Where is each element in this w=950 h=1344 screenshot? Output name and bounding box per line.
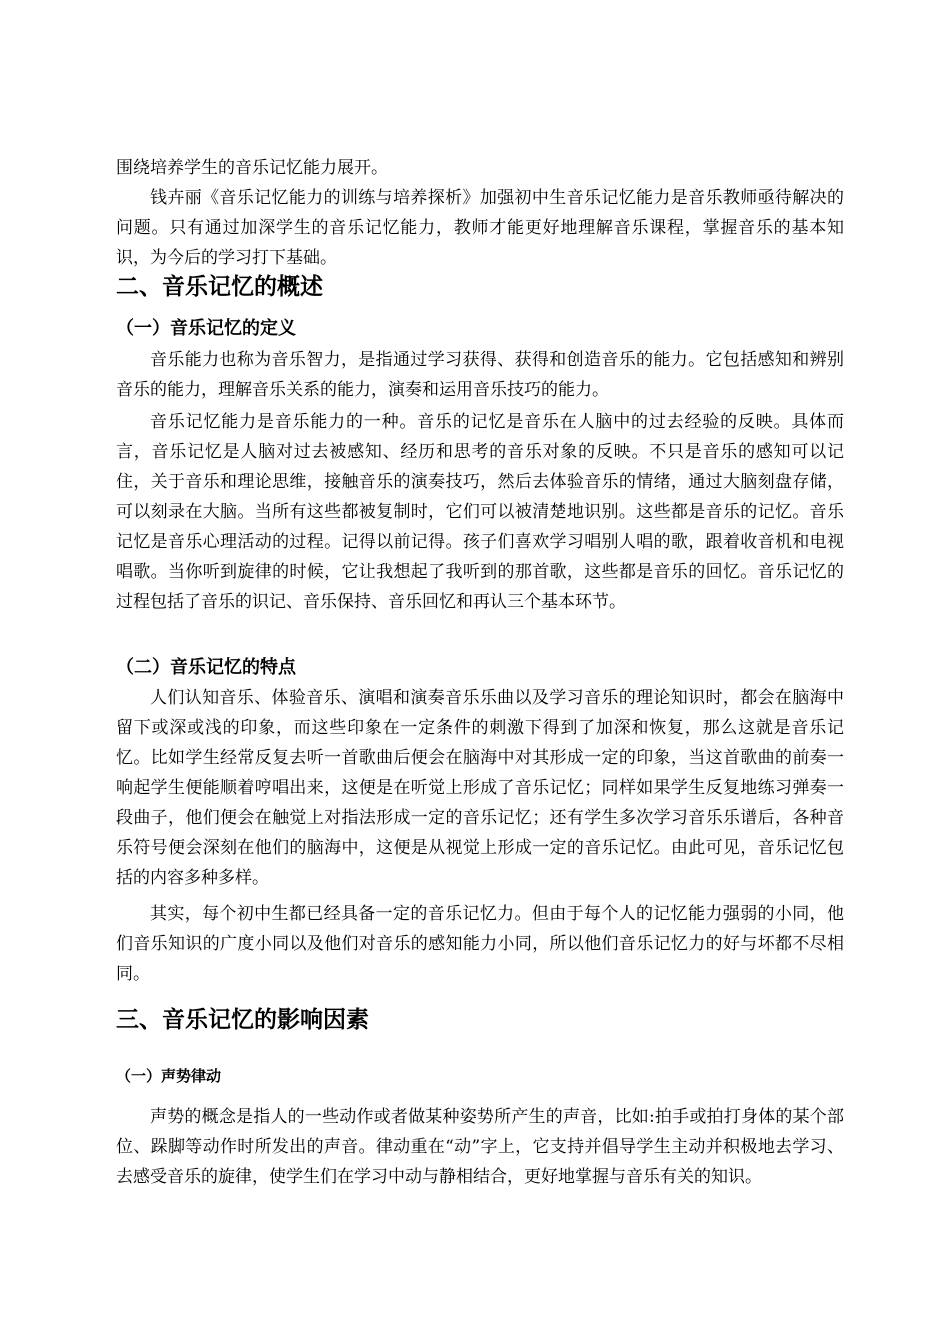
paragraph-characteristics-1: 人们认知音乐、体验音乐、演唱和演奏音乐乐曲以及学习音乐的理论知识时，都会在脑海中留下或深或浅的印象，而这些印象在一定条件的刺激下得到了加深和恢复，那么这就是音乐记忆。比如学生经常反复去听一首歌曲后便会在脑海中对其形成一定的印象，当这首歌曲的前奏一响起学生便能顺着哼唱出来，这便是在听觉上形成了音乐记忆；同样如果学生反复地练习弹奏一段曲子，他们便会在触觉上对指法形成一定的音乐记忆；还有学生多次学习音乐乐谱后，各种音乐符号便会深刻在他们的脑海中，这便是从视觉上形成一定的音乐记忆。由此可见，音乐记忆包括的内容多种多样。 [116, 688, 844, 888]
paragraph-definition-1: 音乐能力也称为音乐智力，是指通过学习获得、获得和创造音乐的能力。它包括感知和辨别音乐的能力，理解音乐关系的能力，演奏和运用音乐技巧的能力。 [116, 350, 844, 400]
paragraph-intro-reference: 钱卉丽《音乐记忆能力的训练与培养探析》加强初中生音乐记忆能力是音乐教师亟待解决的问题。只有通过加深学生的音乐记忆能力，教师才能更好地理解音乐课程，掌握音乐的基本知识，为今后的学习打下基础。 [116, 188, 844, 268]
paragraph-body-rhythm-1: 声势的概念是指人的一些动作或者做某种姿势所产生的声音，比如:拍手或拍打身体的某个部位、跺脚等动作时所发出的声音。律动重在“动”字上，它支持并倡导学生主动并积极地去学习、去感受音乐的旋律，使学生们在学习中动与静相结合，更好地掌握与音乐有关的知识。 [116, 1107, 844, 1187]
section-heading-overview: 二、音乐记忆的概述 [116, 274, 323, 300]
subsection-heading-body-rhythm: （一）声势律动 [116, 1067, 222, 1085]
paragraph-definition-2: 音乐记忆能力是音乐能力的一种。音乐的记忆是音乐在人脑中的过去经验的反映。具体而言，音乐记忆是人脑对过去被感知、经历和思考的音乐对象的反映。不只是音乐的感知可以记住，关于音乐和理论思维，接触音乐的演奏技巧，然后去体验音乐的情绪，通过大脑刻盘存储，可以刻录在大脑。当所有这些都被复制时，它们可以被清楚地识别。这些都是音乐的记忆。音乐记忆是音乐心理活动的过程。记得以前记得。孩子们喜欢学习唱别人唱的歌，跟着收音机和电视唱歌。当你听到旋律的时候，它让我想起了我听到的那首歌，这些都是音乐的回忆。音乐记忆的过程包括了音乐的识记、音乐保持、音乐回忆和再认三个基本环节。 [116, 412, 844, 612]
paragraph-characteristics-2: 其实，每个初中生都已经具备一定的音乐记忆力。但由于每个人的记忆能力强弱的小同，他们音乐知识的广度小同以及他们对音乐的感知能力小同，所以他们音乐记忆力的好与坏都不尽相同。 [116, 904, 844, 984]
paragraph-intro-tail: 围绕培养学生的音乐记忆能力展开。 [116, 158, 388, 178]
section-heading-influencing-factors: 三、音乐记忆的影响因素 [116, 1007, 369, 1033]
subsection-heading-characteristics: （二）音乐记忆的特点 [116, 657, 296, 678]
subsection-heading-definition: （一）音乐记忆的定义 [116, 318, 296, 339]
